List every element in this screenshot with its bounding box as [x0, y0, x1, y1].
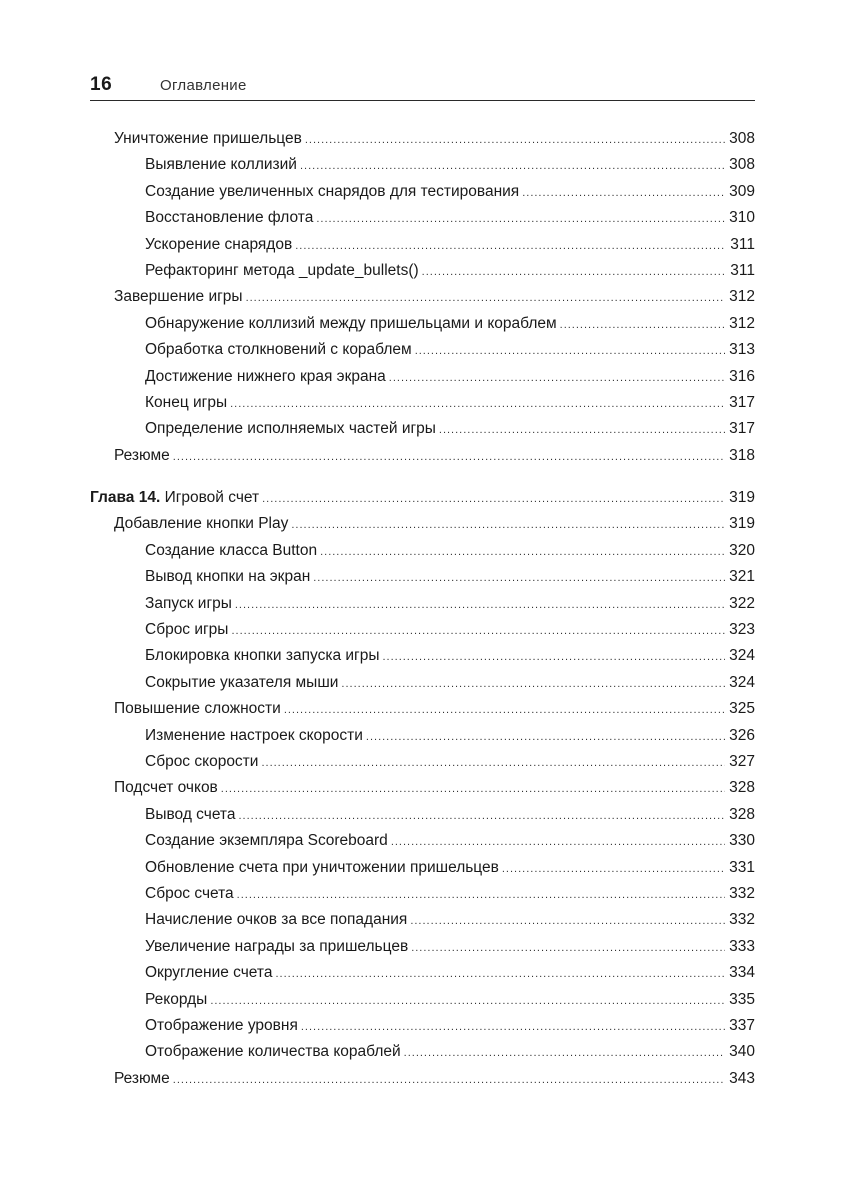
toc-subsection-entry[interactable]: [90, 1013, 755, 1039]
running-header: [90, 72, 755, 101]
toc-subsection-entry[interactable]: [90, 987, 755, 1013]
toc-entry-title: Округление счета: [145, 964, 273, 982]
chapter-spacer: [90, 469, 755, 485]
toc-page-number: 319: [729, 489, 755, 507]
toc-entry-title: Отображение уровня: [145, 1016, 298, 1034]
page-number: 16: [90, 74, 113, 95]
dot-leader: [522, 180, 725, 205]
toc-entry-title: Достижение нижнего края экрана: [145, 367, 386, 385]
toc-page-number: 308: [729, 130, 755, 147]
dot-leader: [275, 961, 725, 986]
toc-page-number: 327: [729, 752, 755, 770]
toc-section-entry[interactable]: [90, 443, 755, 469]
toc-entry-title: Запуск игры: [145, 594, 232, 612]
toc-page-number: 325: [729, 700, 755, 718]
toc-section-entry[interactable]: [90, 284, 755, 310]
toc-page-number: 322: [729, 594, 755, 612]
toc-page-number: 308: [729, 156, 755, 174]
toc-page-number: 311: [730, 235, 755, 253]
dot-leader: [316, 206, 725, 231]
dot-leader: [320, 539, 725, 564]
toc-page-number: 321: [729, 568, 755, 586]
toc-page-number: 311: [730, 261, 755, 279]
dot-leader: [173, 444, 725, 469]
toc-entry-title: Завершение игры: [114, 288, 243, 306]
dot-leader: [404, 1040, 725, 1065]
toc-entry-title: Вывод кнопки на экран: [145, 568, 311, 586]
toc-entry-title: Обработка столкновений с кораблем: [145, 341, 412, 359]
toc-page-number: 328: [729, 779, 755, 797]
dot-leader: [366, 724, 725, 749]
dot-leader: [341, 671, 725, 696]
toc-entry-title: Обнаружение коллизий между пришельцами и кораблем: [145, 314, 557, 332]
dot-leader: [284, 697, 725, 722]
toc-entry-title: Отображение количества кораблей: [145, 1043, 401, 1061]
toc-page-number: 312: [729, 314, 755, 332]
toc-entry-title: Выявление коллизий: [145, 156, 297, 174]
toc-chapter-entry[interactable]: [90, 485, 755, 511]
toc-subsection-entry[interactable]: [90, 311, 755, 337]
toc-page-number: 333: [729, 937, 755, 955]
dot-leader: [415, 338, 725, 363]
dot-leader: [439, 417, 725, 442]
toc-section-entry[interactable]: [90, 1066, 755, 1092]
toc-subsection-entry[interactable]: [90, 802, 755, 828]
dot-leader: [230, 391, 725, 416]
toc-entry-title: Увеличение награды за пришельцев: [145, 937, 409, 955]
dot-leader: [238, 803, 725, 828]
toc-entry-title: Создание класса Button: [145, 541, 318, 559]
toc-page-number: 337: [729, 1016, 755, 1034]
toc-subsection-entry[interactable]: [90, 232, 755, 258]
toc-section-entry[interactable]: [90, 511, 755, 537]
running-section-title: Оглавление: [160, 77, 247, 94]
toc-page-number: 323: [729, 621, 755, 639]
toc-page-number: 326: [729, 726, 755, 744]
dot-leader: [237, 882, 725, 907]
toc-entry-title: Определение исполняемых частей игры: [145, 420, 436, 438]
toc-entry-title: Сброс игры: [145, 621, 229, 639]
toc-chapter-title: [90, 485, 262, 511]
dot-leader: [246, 285, 725, 310]
dot-leader: [560, 312, 725, 337]
dot-leader: [210, 988, 725, 1013]
table-of-contents: [90, 126, 755, 1092]
toc-page-number: 331: [729, 858, 755, 876]
toc-subsection-entry[interactable]: [90, 205, 755, 231]
toc-subsection-entry[interactable]: [90, 723, 755, 749]
toc-page-number: 317: [729, 393, 755, 411]
toc-entry-title: Сброс скорости: [145, 752, 259, 770]
toc-entry-title: Вывод счета: [145, 805, 236, 823]
toc-subsection-entry[interactable]: [90, 907, 755, 933]
dot-leader: [261, 750, 725, 775]
toc-entry-title: Сброс счета: [145, 884, 234, 902]
toc-entry-title: Резюме: [114, 446, 170, 464]
toc-subsection-entry[interactable]: [90, 934, 755, 960]
toc-entry-title: Ускорение снарядов: [145, 235, 293, 253]
toc-subsection-entry[interactable]: [90, 152, 755, 178]
toc-page-number: 317: [729, 420, 755, 438]
toc-page-number: 316: [729, 367, 755, 385]
toc-subsection-entry[interactable]: [90, 258, 755, 284]
dot-leader: [305, 127, 725, 152]
toc-subsection-entry[interactable]: [90, 538, 755, 564]
toc-page-number: 334: [729, 964, 755, 982]
toc-page-number: 324: [729, 647, 755, 665]
dot-leader: [410, 908, 725, 933]
toc-entry-title: Подсчет очков: [114, 779, 218, 797]
toc-entry-title: Уничтожение пришельцев: [114, 130, 302, 147]
dot-leader: [382, 644, 725, 669]
toc-subsection-entry[interactable]: [90, 364, 755, 390]
dot-leader: [301, 1014, 725, 1039]
toc-page-number: 328: [729, 805, 755, 823]
dot-leader: [502, 856, 725, 881]
dot-leader: [231, 618, 725, 643]
toc-page-number: 318: [729, 446, 755, 464]
toc-entry-title: Изменение настроек скорости: [145, 726, 363, 744]
toc-subsection-entry[interactable]: [90, 855, 755, 881]
toc-entry-title: Рекорды: [145, 990, 208, 1008]
toc-page-number: 320: [729, 541, 755, 559]
toc-subsection-entry[interactable]: [90, 881, 755, 907]
dot-leader: [389, 365, 725, 390]
toc-page-number: 343: [729, 1069, 755, 1087]
toc-entry-title: Восстановление флота: [145, 209, 314, 227]
toc-page-number: 340: [729, 1043, 755, 1061]
toc-subsection-entry[interactable]: [90, 749, 755, 775]
toc-page-number: 309: [729, 182, 755, 200]
toc-subsection-entry[interactable]: [90, 179, 755, 205]
toc-entry-title: Резюме: [114, 1069, 170, 1087]
toc-entry-title: Создание экземпляра Scoreboard: [145, 832, 388, 850]
toc-subsection-entry[interactable]: [90, 960, 755, 986]
toc-section-entry[interactable]: [90, 775, 755, 801]
dot-leader: [295, 233, 725, 258]
toc-subsection-entry[interactable]: [90, 828, 755, 854]
toc-entry-title: Конец игры: [145, 393, 228, 411]
toc-page-number: 324: [729, 673, 755, 691]
toc-entry-title: Блокировка кнопки запуска игры: [145, 647, 380, 665]
toc-entry-title: Добавление кнопки Play: [114, 515, 289, 533]
dot-leader: [391, 829, 725, 854]
toc-entry-title: Создание увеличенных снарядов для тестирования: [145, 182, 520, 200]
dot-leader: [291, 512, 725, 537]
toc-subsection-entry[interactable]: [90, 1039, 755, 1065]
toc-page-number: 310: [729, 209, 755, 227]
chapter-name: Игровой счет: [160, 489, 260, 507]
toc-subsection-entry[interactable]: [90, 617, 755, 643]
toc-entry-title: Сокрытие указателя мыши: [145, 673, 339, 691]
dot-leader: [235, 592, 725, 617]
toc-page-number: 330: [729, 832, 755, 850]
toc-subsection-entry[interactable]: [90, 591, 755, 617]
toc-page-number: 332: [729, 911, 755, 929]
dot-leader: [173, 1067, 725, 1092]
toc-page-number: 312: [729, 288, 755, 306]
dot-leader: [300, 153, 725, 178]
dot-leader: [422, 259, 725, 284]
toc-entry-title: Обновление счета при уничтожении пришельцев: [145, 858, 499, 876]
toc-section-chapter-14: [90, 511, 755, 1092]
toc-subsection-entry[interactable]: [90, 670, 755, 696]
toc-entry-title: Повышение сложности: [114, 700, 281, 718]
toc-page-number: 332: [729, 884, 755, 902]
dot-leader: [313, 565, 725, 590]
toc-subsection-entry[interactable]: [90, 643, 755, 669]
chapter-label: Глава 14.: [90, 489, 161, 507]
toc-section-entry[interactable]: [90, 696, 755, 722]
toc-subsection-entry[interactable]: [90, 337, 755, 363]
toc-subsection-entry[interactable]: [90, 390, 755, 416]
toc-subsection-entry[interactable]: [90, 564, 755, 590]
toc-page-number: 335: [729, 990, 755, 1008]
dot-leader: [411, 935, 725, 960]
toc-section-chapter-13-continued: [90, 126, 755, 469]
toc-entry-title: Начисление очков за все попадания: [145, 911, 408, 929]
dot-leader: [221, 776, 725, 801]
toc-page-number: 313: [729, 341, 755, 359]
toc-subsection-entry[interactable]: [90, 416, 755, 442]
toc-page-number: 319: [729, 515, 755, 533]
dot-leader: [262, 486, 725, 511]
toc-entry-title: Рефакторинг метода _update_bullets(): [145, 261, 419, 279]
toc-section-entry[interactable]: [90, 126, 755, 152]
